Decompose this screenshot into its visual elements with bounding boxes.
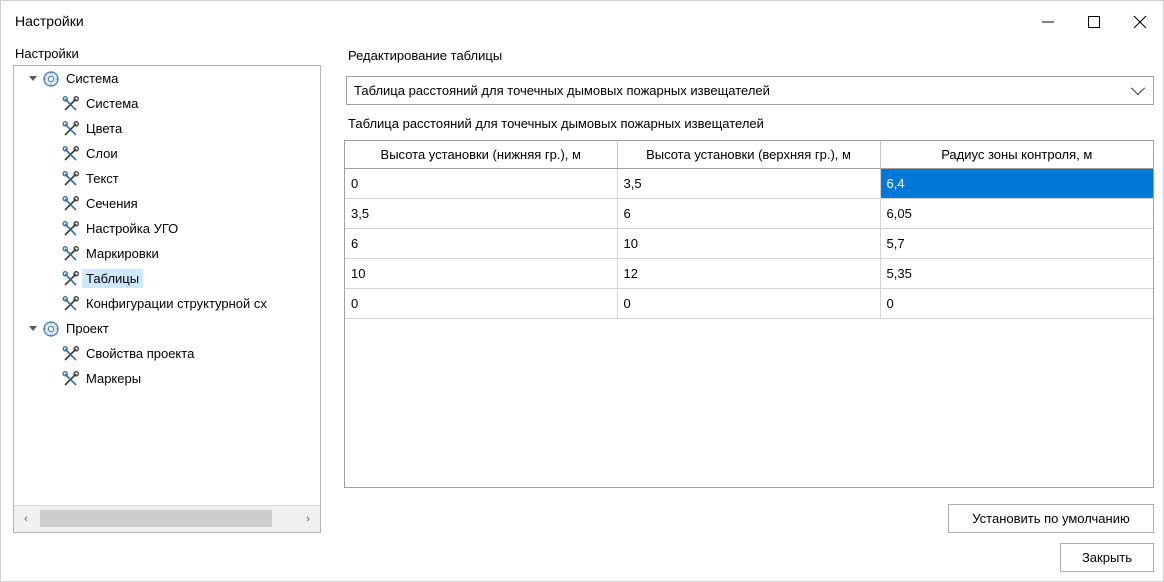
gear-icon xyxy=(42,70,60,88)
table-cell[interactable]: 3,5 xyxy=(345,199,617,229)
table-cell-selected[interactable]: 6,4 xyxy=(880,169,1153,199)
close-icon[interactable] xyxy=(1117,1,1163,43)
tree-item-markers[interactable] xyxy=(14,366,320,391)
tree-item-label: Система xyxy=(86,96,139,111)
tree-item-project-properties[interactable] xyxy=(14,341,320,366)
tree-horizontal-scrollbar[interactable] xyxy=(14,505,320,532)
tree-item-markings[interactable] xyxy=(14,241,320,266)
scroll-left-icon[interactable]: ‹ xyxy=(24,513,28,525)
table-cell[interactable]: 0 xyxy=(345,169,617,199)
tree-item-label: Сечения xyxy=(86,196,138,211)
tree-item-text[interactable] xyxy=(14,166,320,191)
tree-item-layers[interactable] xyxy=(14,141,320,166)
tree-item-ugo-settings[interactable] xyxy=(14,216,320,241)
scrollbar-thumb[interactable] xyxy=(40,510,272,527)
table-cell[interactable]: 10 xyxy=(345,259,617,289)
table-edit-label: Редактирование таблицы xyxy=(348,48,503,63)
table-row[interactable] xyxy=(345,229,1153,259)
table-row[interactable] xyxy=(345,169,1153,199)
tools-icon xyxy=(62,95,80,113)
tree-item-label: Система xyxy=(66,71,119,86)
column-header-upper-height[interactable]: Высота установки (верхняя гр.), м xyxy=(617,141,880,169)
expander-icon[interactable] xyxy=(24,76,42,81)
table-cell[interactable]: 0 xyxy=(617,289,880,319)
tree-item-label: Настройка УГО xyxy=(86,221,179,236)
minimize-icon[interactable] xyxy=(1025,1,1071,43)
tree-item-system[interactable] xyxy=(14,91,320,116)
column-header-lower-height[interactable]: Высота установки (нижняя гр.), м xyxy=(345,141,617,169)
tools-icon xyxy=(62,345,80,363)
tree-item-label: Маркеры xyxy=(86,371,142,386)
window-title: Настройки xyxy=(15,13,84,29)
table-select-combo[interactable] xyxy=(346,76,1154,105)
table-row[interactable] xyxy=(345,259,1153,289)
table-cell[interactable]: 12 xyxy=(617,259,880,289)
tree-item-label: Проект xyxy=(66,321,109,336)
tools-icon xyxy=(62,270,80,288)
table-cell[interactable]: 0 xyxy=(345,289,617,319)
tree-item-colors[interactable] xyxy=(14,116,320,141)
tools-icon xyxy=(62,120,80,138)
settings-tree[interactable] xyxy=(14,66,320,506)
scrollbar-track[interactable] xyxy=(38,506,296,532)
expander-icon[interactable] xyxy=(24,326,42,331)
tree-item-label: Маркировки xyxy=(86,246,159,261)
tools-icon xyxy=(62,295,80,313)
table-cell[interactable]: 6 xyxy=(345,229,617,259)
table-cell[interactable]: 10 xyxy=(617,229,880,259)
tools-icon xyxy=(62,220,80,238)
settings-tree-label: Настройки xyxy=(15,46,79,61)
tree-item-label: Цвета xyxy=(86,121,123,136)
close-button[interactable]: Закрыть xyxy=(1060,543,1154,572)
maximize-icon[interactable] xyxy=(1071,1,1117,43)
tree-item-sections[interactable] xyxy=(14,191,320,216)
column-header-control-radius[interactable]: Радиус зоны контроля, м xyxy=(880,141,1153,169)
window-controls xyxy=(1025,1,1163,43)
table-cell[interactable]: 3,5 xyxy=(617,169,880,199)
tree-item-label: Свойства проекта xyxy=(86,346,195,361)
table-cell[interactable]: 5,35 xyxy=(880,259,1153,289)
table-cell[interactable]: 6,05 xyxy=(880,199,1153,229)
distances-table[interactable] xyxy=(344,140,1154,488)
table-select-value: Таблица расстояний для точечных дымовых пожарных извещателей xyxy=(354,83,770,98)
tree-item-structural-scheme-configs[interactable] xyxy=(14,291,320,316)
tools-icon xyxy=(62,245,80,263)
tools-icon xyxy=(62,370,80,388)
tree-item-tables[interactable] xyxy=(14,266,320,291)
table-row[interactable] xyxy=(345,289,1153,319)
set-default-button[interactable]: Установить по умолчанию xyxy=(948,504,1154,533)
tree-item-label: Конфигурации структурной сх xyxy=(86,296,267,311)
table-cell[interactable]: 0 xyxy=(880,289,1153,319)
table-cell[interactable]: 6 xyxy=(617,199,880,229)
tree-item-label: Таблицы xyxy=(82,269,143,288)
table-caption: Таблица расстояний для точечных дымовых пожарных извещателей xyxy=(348,116,764,131)
table-header-row xyxy=(345,141,1153,169)
gear-icon xyxy=(42,320,60,338)
settings-tree-panel[interactable] xyxy=(13,65,321,533)
tools-icon xyxy=(62,145,80,163)
tree-item-label: Текст xyxy=(86,171,119,186)
scroll-right-icon[interactable]: › xyxy=(306,513,310,525)
tree-item-label: Слои xyxy=(86,146,118,161)
chevron-down-icon[interactable] xyxy=(1123,86,1153,96)
title-bar xyxy=(1,1,1163,43)
tree-item-project-root[interactable] xyxy=(14,316,320,341)
tree-item-system-root[interactable] xyxy=(14,66,320,91)
table-row[interactable] xyxy=(345,199,1153,229)
table-cell[interactable]: 5,7 xyxy=(880,229,1153,259)
tools-icon xyxy=(62,195,80,213)
tools-icon xyxy=(62,170,80,188)
